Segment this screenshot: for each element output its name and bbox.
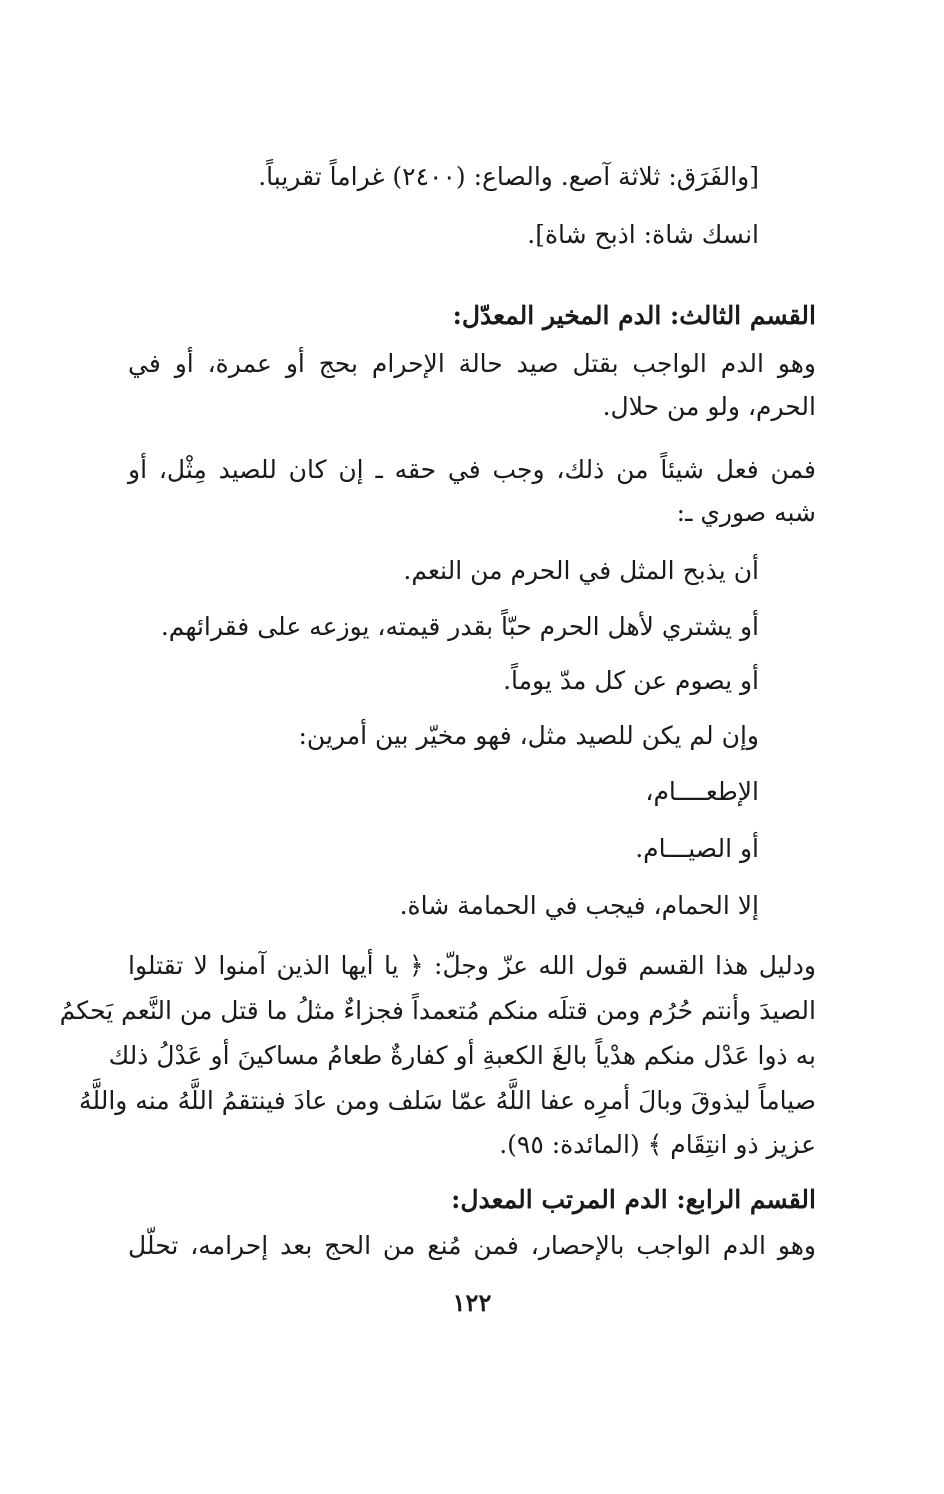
option-line: وإن لم يكن للصيد مثل، فهو مخيّر بين أمرين: bbox=[298, 721, 759, 750]
paragraph-line: فمن فعل شيئاً من ذلك، وجب في حقه ـ إن كان للصيد مِثْل، أو bbox=[128, 455, 816, 484]
section-heading-3: القسم الثالث: الدم المخير المعدّل: bbox=[452, 301, 816, 330]
page-number: ١٢٢ bbox=[452, 1288, 492, 1317]
option-line: أو يشتري لأهل الحرم حبّاً بقدر قيمته، يوزعه على فقرائهم. bbox=[160, 612, 759, 641]
option-line: أن يذبح المثل في الحرم من النعم. bbox=[403, 556, 759, 585]
paragraph-line: شبه صوري ـ: bbox=[676, 498, 816, 527]
paragraph-line: وهو الدم الواجب بالإحصار، فمن مُنع من الحج بعد إحرامه، تحلّل bbox=[128, 1231, 816, 1260]
evidence-line: ودليل هذا القسم قول الله عزّ وجلّ: ﴿ يا أيها الذين آمنوا لا تقتلوا bbox=[128, 951, 816, 980]
note-line-1: [والفَرَق: ثلاثة آصع. والصاع: (٢٤٠٠) غراماً تقريباً. bbox=[258, 162, 759, 191]
option-line: أو الصيـــام. bbox=[635, 834, 759, 863]
option-line: إلا الحمام، فيجب في الحمامة شاة. bbox=[399, 891, 759, 920]
evidence-line: صياماً ليذوقَ وبالَ أمرِه عفا اللَّهُ عمّا سَلف ومن عادَ فينتقمُ اللَّهُ منه واللَّهُ bbox=[79, 1086, 816, 1115]
note-line-2: انسك شاة: اذبح شاة]. bbox=[527, 220, 759, 249]
paragraph-line: الحرم، ولو من حلال. bbox=[602, 392, 816, 421]
option-line: أو يصوم عن كل مدّ يوماً. bbox=[503, 666, 759, 695]
evidence-line: عزيز ذو انتِقَام ﴾ (المائدة: ٩٥). bbox=[499, 1130, 816, 1159]
paragraph-line: وهو الدم الواجب بقتل صيد حالة الإحرام بحج أو عمرة، أو في bbox=[128, 349, 816, 378]
evidence-line: به ذوا عَدْل منكم هدْياً بالغَ الكعبةِ أو كفارةٌ طعامُ مساكينَ أو عَدْلُ ذلك bbox=[108, 1041, 816, 1070]
option-line: الإطعــــام، bbox=[645, 777, 759, 806]
section-heading-4: القسم الرابع: الدم المرتب المعدل: bbox=[451, 1185, 816, 1214]
evidence-line: الصيدَ وأنتم حُرُم ومن قتلَه منكم مُتعمداً فجزاءٌ مثلُ ما قتل من النَّعم يَحكمُ bbox=[59, 996, 816, 1025]
